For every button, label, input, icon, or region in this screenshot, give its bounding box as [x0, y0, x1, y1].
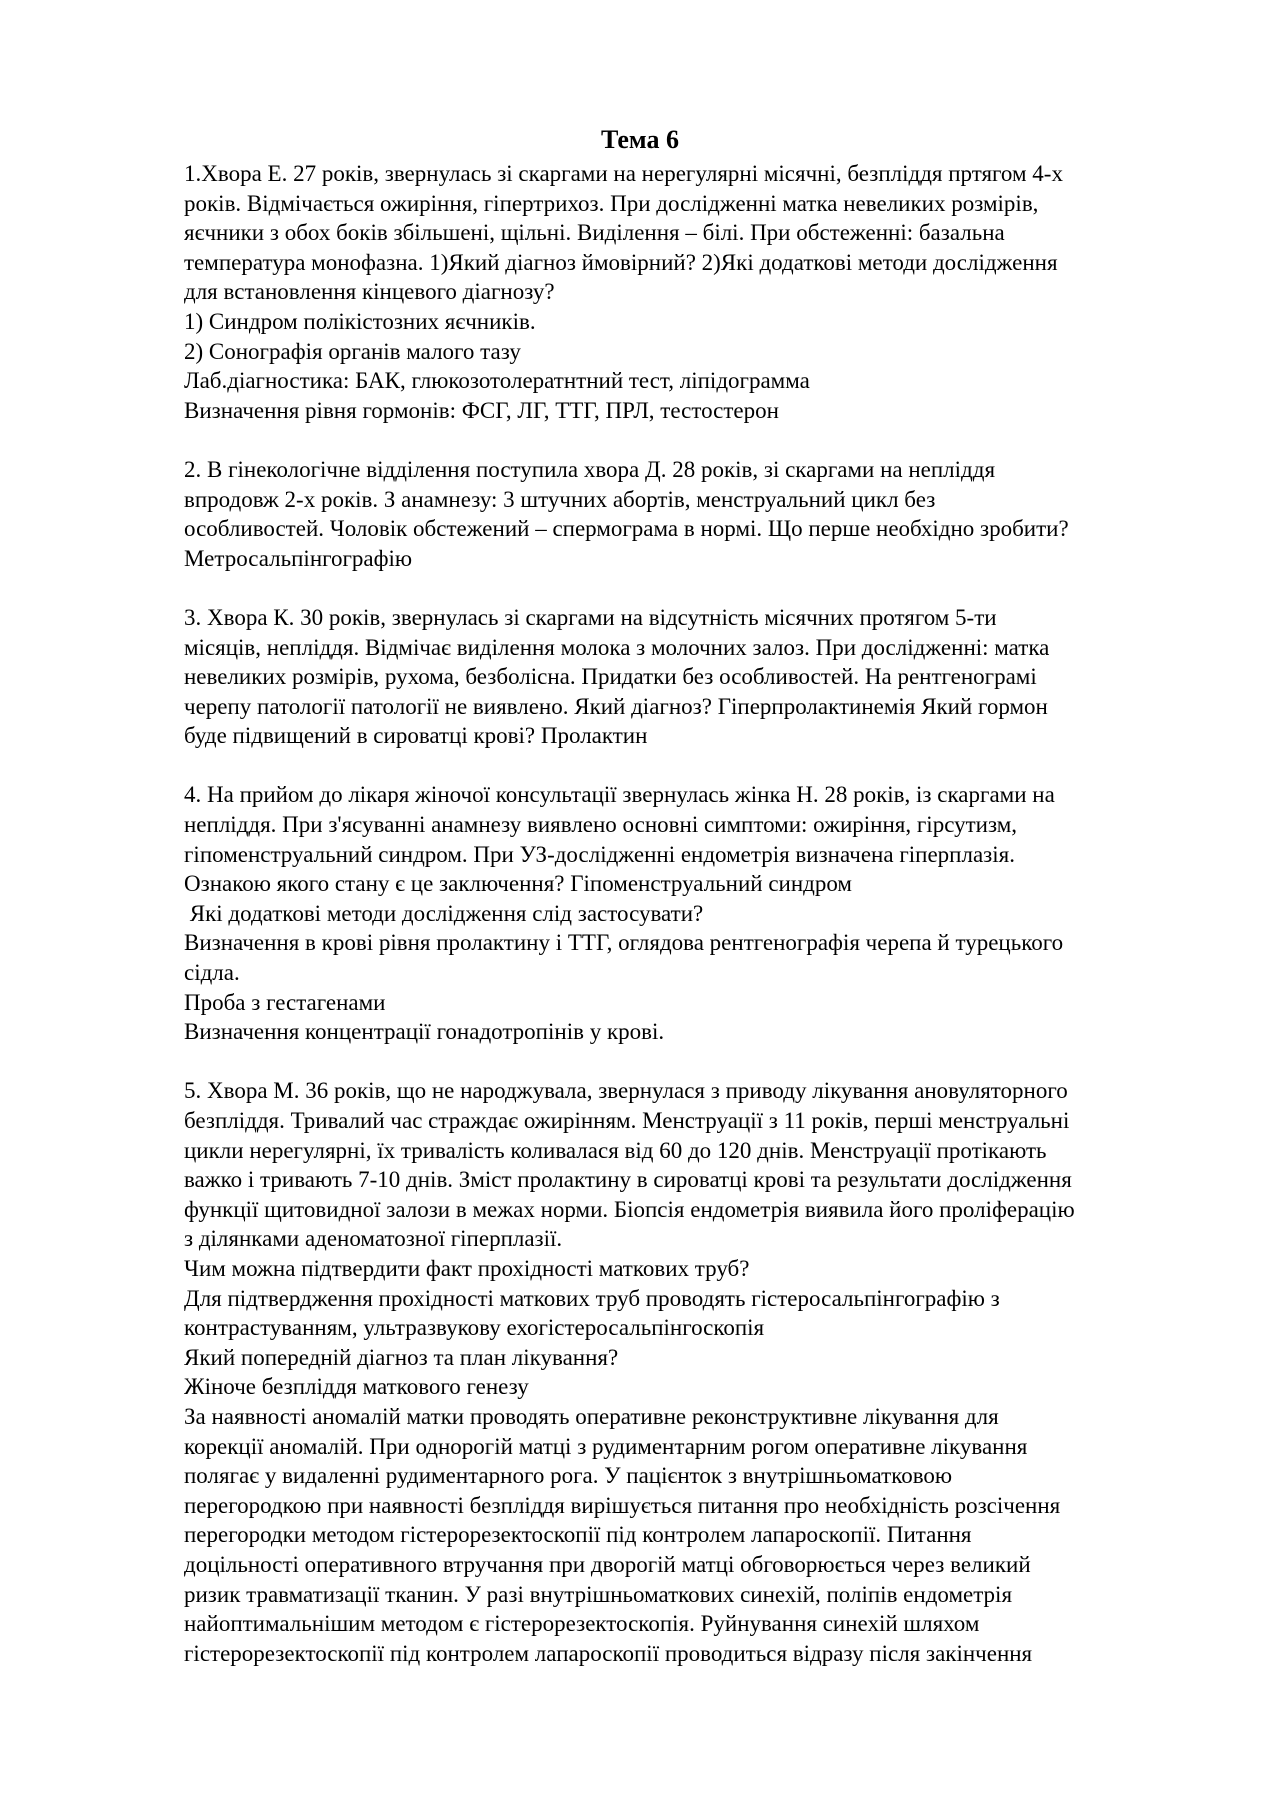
answer-line: гістерорезектоскопії під контролем лапароскопії проводиться відразу після закінчення [184, 1640, 1033, 1666]
paragraph-spacer [184, 573, 1184, 603]
answer-line: За наявності аномалій матки проводять оперативне реконструктивне лікування для [184, 1403, 999, 1429]
text-line: буде підвищений в сироватці крові? Пролактин [184, 723, 648, 749]
text-line: важко і тривають 7-10 днів. Зміст пролактину в сироватці крові та результати дослідження [184, 1167, 1072, 1193]
paragraph-spacer [184, 1047, 1184, 1077]
answer-line: корекції аномалій. При однорогій матці з рудиментарним рогом оперативне лікування [184, 1433, 1028, 1459]
question-1 [184, 159, 1184, 425]
text-line: Чим можна підтвердити факт прохідності маткових труб? [184, 1255, 750, 1281]
answer-line: перегородкою при наявності безпліддя вирішується питання про необхідність розсічення [184, 1492, 1061, 1518]
text-line: місяців, непліддя. Відмічає виділення молока з молочних залоз. При дослідженні: матка [184, 634, 1050, 660]
answer-line: перегородки методом гістерорезектоскопії під контролем лапароскопії. Питання [184, 1522, 972, 1548]
text-line: Ознакою якого стану є це заключення? Гіпоменструальний синдром [184, 871, 852, 897]
text-line: Які додаткові методи дослідження слід застосувати? [184, 900, 704, 926]
text-line: з ділянками аденоматозної гіперплазії. [184, 1226, 563, 1252]
text-line: функції щитовидної залози в межах норми. Біопсія ендометрія виявила його проліферацію [184, 1196, 1075, 1222]
answer-line: доцільності оперативного втручання при дворогій матці обговорюється через великий [184, 1551, 1031, 1577]
text-line: 4. На прийом до лікаря жіночої консультації звернулась жінка Н. 28 років, із скаргами на [184, 782, 1055, 808]
answer-line: Жіноче безпліддя маткового генезу [184, 1374, 529, 1400]
question-3 [184, 603, 1184, 751]
text-line: температура монофазна. 1)Який діагноз ймовірний? 2)Які додаткові методи дослідження [184, 249, 1058, 275]
paragraph-spacer [184, 751, 1184, 781]
text-line: непліддя. При з'ясуванні анамнезу виявлено основні симптоми: ожиріння, гірсутизм, [184, 812, 1018, 838]
answer-line: 2) Сонографія органів малого тазу [184, 338, 521, 364]
answer-line: Проба з гестагенами [184, 989, 386, 1015]
question-4 [184, 780, 1184, 1046]
text-line: особливостей. Чоловік обстежений – спермограма в нормі. Що перше необхідно зробити? [184, 516, 1069, 542]
paragraph-spacer [184, 425, 1184, 455]
answer-line: Визначення концентрації гонадотропінів у крові. [184, 1019, 665, 1045]
text-line: черепу патології патології не виявлено. Який діагноз? Гіперпролактинемія Який гормон [184, 693, 1048, 719]
answer-line: Для підтвердження прохідності маткових труб проводять гістеросальпінгографію з [184, 1285, 1000, 1311]
answer-line: Метросальпінгографію [184, 545, 413, 571]
answer-line: Визначення в крові рівня пролактину і ТТГ, оглядова рентгенографія черепа й турецького [184, 930, 1064, 956]
text-line: невеликих розмірів, рухома, безболісна. Придатки без особливостей. На рентгенограмі [184, 664, 1037, 690]
text-line: цикли нерегулярні, їх тривалість коливалася від 60 до 120 днів. Менструації протікають [184, 1137, 1047, 1163]
text-line: гіпоменструальний синдром. При УЗ-дослідженні ендометрія визначена гіперплазія. [184, 841, 1015, 867]
text-line: 3. Хвора К. 30 років, звернулась зі скаргами на відсутність місячних протягом 5-ти [184, 604, 997, 630]
text-line: 2. В гінекологічне відділення поступила хвора Д. 28 років, зі скаргами на непліддя [184, 456, 996, 482]
text-line: безпліддя. Тривалий час страждає ожирінням. Менструації з 11 років, перші менструальні [184, 1108, 1070, 1133]
text-line: для встановлення кінцевого діагнозу? [184, 279, 555, 305]
answer-line: контрастуванням, ультразвукову ехогістеросальпінгоскопія [184, 1315, 765, 1341]
text-line: Який попередній діагноз та план лікування? [184, 1344, 619, 1370]
answer-line: полягає у видаленні рудиментарного рога. У пацієнток з внутрішньоматковою [184, 1463, 953, 1489]
answer-line: сідла. [184, 960, 240, 986]
text-line: впродовж 2-х років. З анамнезу: 3 штучних абортів, менструальний цикл без [184, 486, 936, 512]
answer-line: найоптимальнішим методом є гістерорезектоскопія. Руйнування синехій шляхом [184, 1611, 980, 1637]
text-line: 5. Хвора М. 36 років, що не народжувала, звернулася з приводу лікування ановуляторного [184, 1078, 1068, 1104]
answer-line: Лаб.діагностика: БАК, глюкозотолератнтний тест, ліпідограмма [184, 368, 810, 394]
page-title: Тема 6 [601, 125, 679, 154]
question-5 [184, 1076, 1184, 1668]
answer-line: Визначення рівня гормонів: ФСГ, ЛГ, ТТГ, ПРЛ, тестостерон [184, 397, 779, 423]
text-line: років. Відмічається ожиріння, гіпертрихоз. При дослідженні матка невеликих розмірів, [184, 190, 1039, 216]
document-body [184, 159, 1184, 1668]
answer-line: ризик травматизації тканин. У разі внутрішньоматкових синехій, поліпів ендометрія [184, 1581, 1013, 1607]
text-line: яєчники з обох боків збільшені, щільні. Виділення – білі. При обстеженні: базальна [184, 220, 1005, 246]
question-2 [184, 455, 1184, 573]
answer-line: 1) Синдром полікістозних яєчників. [184, 308, 536, 334]
text-line: 1.Хвора Е. 27 років, звернулась зі скаргами на нерегулярні місячні, безпліддя пртягом 4-х [184, 161, 1063, 186]
